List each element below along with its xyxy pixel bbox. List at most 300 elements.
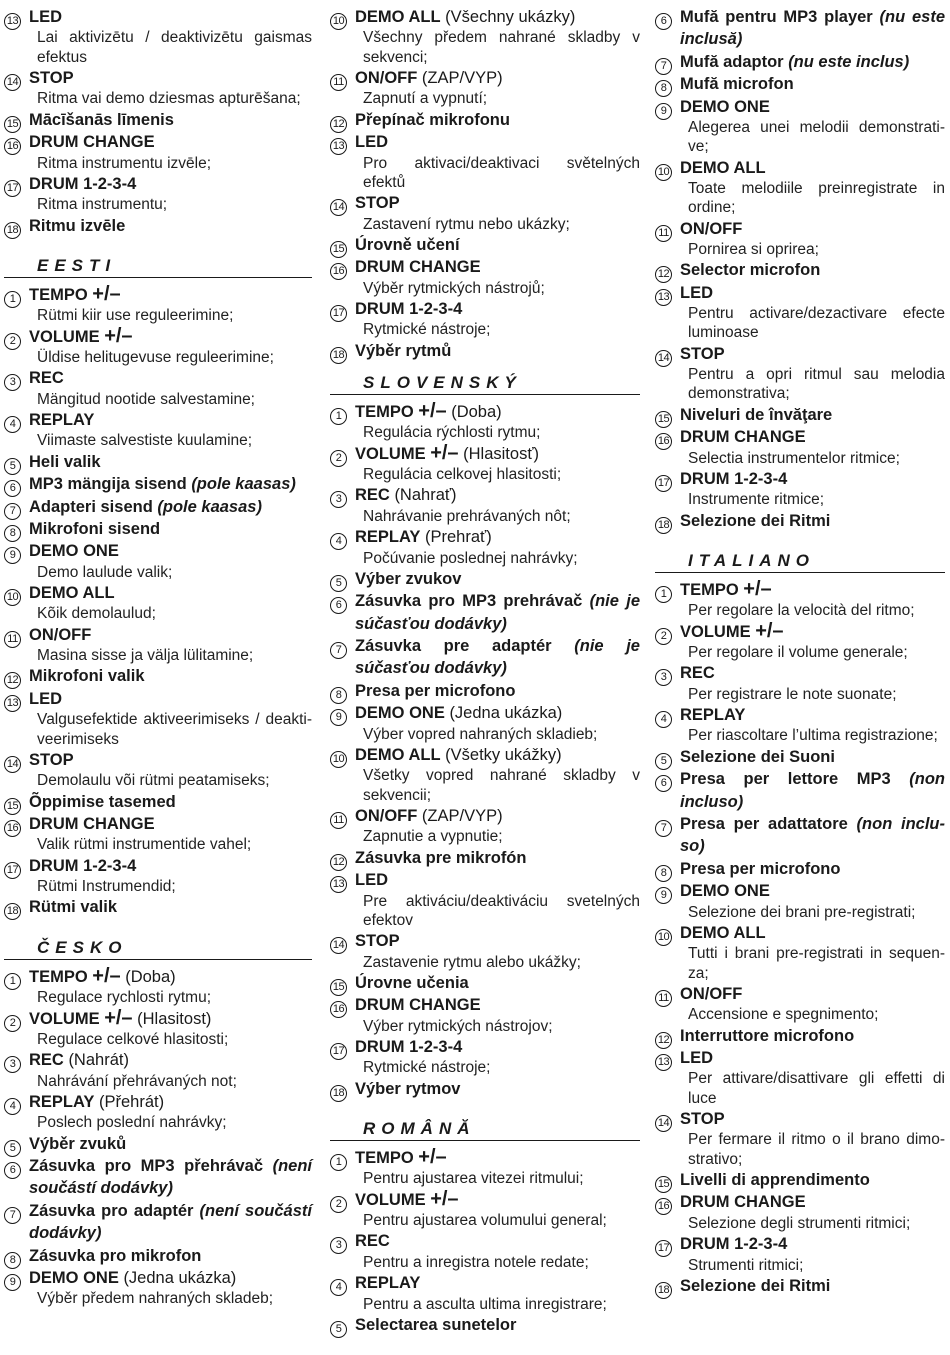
list-item xyxy=(4,1200,312,1245)
item-heading xyxy=(330,109,640,131)
list-item xyxy=(330,401,640,443)
item-heading-text xyxy=(680,1025,945,1047)
item-description: Selectia instrumentelor ritmice; xyxy=(688,449,900,467)
item-heading xyxy=(655,404,945,426)
item-heading xyxy=(330,6,640,28)
list-item xyxy=(655,259,945,281)
item-label: DEMO ONE xyxy=(29,542,119,561)
item-label: Õppimise tasemed xyxy=(29,792,176,811)
item-translation: (Prehrať) xyxy=(425,528,492,547)
item-heading xyxy=(655,813,945,858)
column-left xyxy=(4,6,312,1309)
item-number-badge: 8 xyxy=(4,1252,21,1269)
item-heading xyxy=(4,1155,312,1200)
cesko-list-continued xyxy=(330,6,640,362)
item-heading-text xyxy=(29,409,312,431)
item-label: Interruttore microfono xyxy=(680,1026,855,1045)
item-description: Ritma instrumentu izvēle; xyxy=(37,154,212,172)
item-label: Zásuvka pre adaptér xyxy=(355,637,552,656)
item-label: Niveluri de învăţare xyxy=(680,405,833,424)
item-heading-text xyxy=(680,468,945,490)
item-heading-text xyxy=(680,343,945,365)
item-heading-text xyxy=(29,582,312,604)
item-description: Výběr předem nahraných skladeb; xyxy=(37,1290,274,1308)
list-item xyxy=(4,6,312,67)
item-number-badge: 4 xyxy=(330,533,347,550)
item-number-badge: 12 xyxy=(330,116,347,133)
item-label: DRUM 1-2-3-4 xyxy=(680,1235,788,1254)
item-heading xyxy=(655,73,945,95)
item-number-badge: 17 xyxy=(330,1043,347,1060)
item-label: Selectarea sunetelor xyxy=(355,1315,517,1334)
cesko-list xyxy=(4,966,312,1309)
item-label: STOP xyxy=(355,194,400,213)
list-item xyxy=(4,624,312,666)
item-number-badge: 14 xyxy=(330,937,347,954)
item-heading xyxy=(655,259,945,281)
item-heading-text xyxy=(29,540,312,562)
list-item xyxy=(4,1008,312,1050)
item-heading xyxy=(655,6,945,51)
item-heading-text xyxy=(355,994,640,1016)
item-heading xyxy=(330,484,640,506)
list-item xyxy=(330,1189,640,1231)
item-number-badge: 17 xyxy=(4,180,21,197)
item-description: Pentru ajustarea volumului general; xyxy=(363,1212,607,1230)
plus-minus-symbol: +/– xyxy=(104,1006,133,1029)
item-label: DRUM 1-2-3-4 xyxy=(680,469,788,488)
list-item xyxy=(655,704,945,746)
item-description: Zapnutí a vypnutí; xyxy=(363,90,488,108)
item-label: Výběr rytmů xyxy=(355,341,452,360)
item-label: REC xyxy=(355,1232,390,1251)
list-item xyxy=(330,340,640,362)
item-description: Zastavenie rytmu alebo ukážky; xyxy=(363,953,581,971)
list-item xyxy=(330,1078,640,1100)
item-label: Zásuvka pro adaptér xyxy=(29,1201,194,1220)
item-label: VOLUME xyxy=(355,1190,426,1209)
item-heading xyxy=(330,340,640,362)
item-description: Pentru ajustarea vitezei ritmului; xyxy=(363,1170,584,1188)
item-number-badge: 18 xyxy=(655,517,672,534)
item-heading xyxy=(655,768,945,813)
item-description: Strumenti ritmici; xyxy=(688,1256,804,1274)
list-item xyxy=(655,768,945,813)
item-heading-text xyxy=(680,662,945,684)
plus-minus-symbol: +/– xyxy=(755,619,784,642)
list-item xyxy=(330,930,640,972)
item-heading xyxy=(655,218,945,240)
item-label: DEMO ONE xyxy=(680,882,770,901)
item-heading xyxy=(655,704,945,726)
item-number-badge: 7 xyxy=(655,58,672,75)
item-note: (non incluso) xyxy=(680,770,945,811)
list-item xyxy=(4,896,312,918)
item-heading xyxy=(655,662,945,684)
item-heading xyxy=(4,284,312,306)
item-description: Výber vopred nahraných skladieb; xyxy=(363,725,598,743)
item-heading xyxy=(4,1200,312,1245)
item-heading xyxy=(4,518,312,540)
item-heading-text xyxy=(355,1036,640,1058)
item-number-badge: 1 xyxy=(330,1154,347,1171)
item-note: (pole kaasas) xyxy=(157,497,262,516)
list-item xyxy=(330,590,640,635)
item-heading xyxy=(330,526,640,548)
list-item xyxy=(4,1133,312,1155)
item-heading xyxy=(330,744,640,766)
item-description: Rütmi Instrumendid; xyxy=(37,878,176,896)
item-number-badge: 9 xyxy=(330,709,347,726)
plus-minus-symbol: +/– xyxy=(743,577,772,600)
item-heading-text xyxy=(680,579,945,601)
item-heading xyxy=(4,326,312,348)
item-description: Alegerea unei melodii demonstrati-ve; xyxy=(688,119,945,156)
item-number-badge: 16 xyxy=(4,820,21,837)
item-label: REPLAY xyxy=(29,1092,95,1111)
item-number-badge: 1 xyxy=(4,291,21,308)
item-heading xyxy=(655,983,945,1005)
item-heading xyxy=(330,635,640,680)
item-heading xyxy=(655,426,945,448)
item-heading-text xyxy=(29,896,312,918)
item-heading xyxy=(4,367,312,389)
item-number-badge: 5 xyxy=(4,458,21,475)
item-heading-text xyxy=(680,259,945,281)
list-item xyxy=(4,1049,312,1091)
item-label: STOP xyxy=(680,344,725,363)
item-heading xyxy=(330,680,640,702)
item-translation: (Jedna ukázka) xyxy=(449,704,563,723)
item-heading xyxy=(4,624,312,646)
item-heading xyxy=(4,1245,312,1267)
list-item xyxy=(655,1169,945,1191)
item-label: Selezione dei Ritmi xyxy=(680,511,831,530)
item-heading xyxy=(330,972,640,994)
list-item xyxy=(330,994,640,1036)
item-number-badge: 13 xyxy=(655,289,672,306)
list-item xyxy=(655,579,945,621)
item-label: Mācīšanās līmenis xyxy=(29,110,174,129)
item-label: LED xyxy=(680,283,713,302)
item-heading-text xyxy=(355,635,640,680)
item-translation: (ZAP/VYP) xyxy=(421,806,503,825)
list-item xyxy=(4,1267,312,1309)
item-number-badge: 15 xyxy=(4,116,21,133)
list-item xyxy=(655,621,945,663)
item-label: Zásuvka pro MP3 prehrávač xyxy=(355,592,583,611)
item-number-badge: 7 xyxy=(4,1207,21,1224)
item-heading-text xyxy=(355,401,640,423)
list-item xyxy=(330,109,640,131)
item-heading-text xyxy=(355,192,640,214)
item-heading xyxy=(330,131,640,153)
item-description: Nahrávání přehrávaných not; xyxy=(37,1072,237,1090)
list-item xyxy=(330,1314,640,1336)
item-heading xyxy=(655,468,945,490)
item-label: Zásuvka pro MP3 přehrávač xyxy=(29,1157,264,1176)
item-heading-text xyxy=(355,847,640,869)
item-label: ON/OFF xyxy=(29,625,92,644)
item-number-badge: 15 xyxy=(330,979,347,996)
list-item xyxy=(330,869,640,930)
item-label: Livelli di apprendimento xyxy=(680,1171,870,1190)
item-heading xyxy=(330,930,640,952)
item-label: REC xyxy=(29,369,64,388)
item-number-badge: 3 xyxy=(4,1056,21,1073)
item-heading xyxy=(655,621,945,643)
list-item xyxy=(655,1233,945,1275)
item-heading-text xyxy=(29,855,312,877)
item-heading-text xyxy=(29,1267,312,1289)
plus-minus-symbol: +/– xyxy=(92,964,121,987)
list-item xyxy=(4,582,312,624)
section-title-cesko: ČESKO xyxy=(4,937,312,960)
item-heading-text xyxy=(29,1245,312,1267)
item-label: DRUM 1-2-3-4 xyxy=(29,174,137,193)
item-number-badge: 8 xyxy=(4,525,21,542)
section-title-italiano: ITALIANO xyxy=(655,550,945,573)
item-label: DEMO ALL xyxy=(355,745,441,764)
list-item xyxy=(655,922,945,983)
item-heading-text xyxy=(29,1008,312,1030)
item-label: STOP xyxy=(680,1110,725,1129)
latvian-list xyxy=(4,6,312,237)
item-number-badge: 8 xyxy=(655,865,672,882)
item-description: Zastavení rytmu nebo ukázky; xyxy=(363,215,570,233)
item-label: VOLUME xyxy=(29,327,100,346)
item-heading-text xyxy=(29,496,312,518)
item-heading-text xyxy=(680,813,945,858)
item-heading-text xyxy=(29,791,312,813)
item-label: TEMPO xyxy=(355,403,414,422)
item-description: Regulace rychlosti rytmu; xyxy=(37,989,212,1007)
item-note: (nie je súčasťou dodávky) xyxy=(355,637,640,678)
item-number-badge: 15 xyxy=(330,241,347,258)
item-heading-text xyxy=(680,426,945,448)
item-label: Úrovne učenia xyxy=(355,973,469,992)
item-note: (pole kaasas) xyxy=(191,475,296,494)
list-item xyxy=(655,1191,945,1233)
item-heading-text xyxy=(355,131,640,153)
item-label: Mufă adaptor xyxy=(680,52,784,71)
item-description: Regulácia rýchlosti rytmu; xyxy=(363,424,541,442)
list-item xyxy=(4,67,312,109)
item-heading-text xyxy=(680,768,945,813)
list-item xyxy=(655,1275,945,1297)
item-heading-text xyxy=(355,805,640,827)
item-heading xyxy=(330,1230,640,1252)
item-label: REC xyxy=(29,1051,64,1070)
item-label: Přepínač mikrofonu xyxy=(355,110,510,129)
item-number-badge: 10 xyxy=(655,929,672,946)
item-heading xyxy=(655,579,945,601)
item-heading-text xyxy=(355,1189,640,1211)
item-heading xyxy=(330,67,640,89)
item-number-badge: 16 xyxy=(330,1001,347,1018)
item-description: Toate melodiile preinregistrate in ordine; xyxy=(688,180,945,217)
item-description: Tutti i brani pre-registrati in sequen-za; xyxy=(688,945,945,982)
item-label: Úrovně učení xyxy=(355,235,460,254)
item-label: Zásuvka pre mikrofón xyxy=(355,848,527,867)
item-description: Ritma instrumentu; xyxy=(37,196,168,214)
list-item xyxy=(4,688,312,749)
item-label: Zásuvka pro mikrofon xyxy=(29,1246,202,1265)
item-description: Mängitud nootide salvestamine; xyxy=(37,390,255,408)
item-heading xyxy=(655,1275,945,1297)
item-heading xyxy=(4,540,312,562)
item-heading-text xyxy=(680,704,945,726)
item-heading-text xyxy=(355,744,640,766)
item-description: Per regolare il volume generale; xyxy=(688,644,908,662)
eesti-list xyxy=(4,284,312,919)
item-heading-text xyxy=(29,1091,312,1113)
list-item xyxy=(330,443,640,485)
item-description: Pentru a asculta ultima inregistrare; xyxy=(363,1295,607,1313)
list-item xyxy=(330,526,640,568)
item-number-badge: 5 xyxy=(4,1140,21,1157)
list-item xyxy=(330,680,640,702)
item-description: Kõik demolaulud; xyxy=(37,605,156,623)
item-heading xyxy=(4,67,312,89)
item-heading-text xyxy=(680,1275,945,1297)
item-heading-text xyxy=(680,73,945,95)
item-heading xyxy=(4,855,312,877)
item-heading-text xyxy=(680,922,945,944)
list-item xyxy=(4,855,312,897)
column-middle xyxy=(330,6,640,1336)
item-translation: (Nahrát) xyxy=(68,1051,129,1070)
item-heading xyxy=(655,282,945,304)
item-label: Presa per microfono xyxy=(680,859,841,878)
item-note: (nie je súčasťou dodávky) xyxy=(355,592,640,633)
item-number-badge: 3 xyxy=(330,491,347,508)
item-label: Selezione dei Suoni xyxy=(680,747,835,766)
item-label: DRUM CHANGE xyxy=(355,996,481,1015)
list-item xyxy=(4,1245,312,1267)
list-item xyxy=(655,96,945,157)
list-item xyxy=(655,426,945,468)
item-heading xyxy=(655,1191,945,1213)
item-number-badge: 6 xyxy=(655,775,672,792)
list-item xyxy=(4,518,312,540)
item-translation: (Všetky ukážky) xyxy=(445,745,562,764)
item-heading xyxy=(330,256,640,278)
item-number-badge: 10 xyxy=(330,751,347,768)
item-translation: (Přehrát) xyxy=(99,1092,165,1111)
item-label: ON/OFF xyxy=(680,219,743,238)
list-item xyxy=(655,157,945,218)
item-description: Per registrare le note suonate; xyxy=(688,685,897,703)
item-number-badge: 16 xyxy=(330,263,347,280)
item-description: Pentru a opri ritmul sau melodia demonstrativa; xyxy=(688,366,945,403)
item-number-badge: 13 xyxy=(4,13,21,30)
item-description: Instrumente ritmice; xyxy=(688,491,825,509)
item-heading xyxy=(4,173,312,195)
item-heading-text xyxy=(680,880,945,902)
item-description: Selezione dei brani pre-registrati; xyxy=(688,903,916,921)
list-item xyxy=(330,1272,640,1314)
plus-minus-symbol: +/– xyxy=(104,324,133,347)
item-heading-text xyxy=(680,858,945,880)
list-item xyxy=(655,1108,945,1169)
item-heading-text xyxy=(29,749,312,771)
item-description: Demolaulu või rütmi peatamiseks; xyxy=(37,772,270,790)
item-label: LED xyxy=(355,133,388,152)
item-description: Nahrávanie prehrávaných nôt; xyxy=(363,507,571,525)
item-heading xyxy=(655,1108,945,1130)
item-description: Per regolare la velocità del ritmo; xyxy=(688,602,915,620)
item-heading xyxy=(330,805,640,827)
item-heading-text xyxy=(355,67,640,89)
item-label: TEMPO xyxy=(29,285,88,304)
list-item xyxy=(330,805,640,847)
list-item xyxy=(4,284,312,326)
item-label: Heli valik xyxy=(29,452,101,471)
item-heading-text xyxy=(355,109,640,131)
item-label: REPLAY xyxy=(355,528,421,547)
item-label: ON/OFF xyxy=(355,69,418,87)
list-item xyxy=(655,662,945,704)
item-label: Selector microfon xyxy=(680,261,821,280)
item-description: Rytmické nástroje; xyxy=(363,1059,491,1077)
item-heading-text xyxy=(680,96,945,118)
item-number-badge: 12 xyxy=(655,1032,672,1049)
item-label: DRUM CHANGE xyxy=(680,428,806,447)
list-item xyxy=(4,966,312,1008)
list-item xyxy=(4,665,312,687)
item-label: Presa per adattatore xyxy=(680,814,848,833)
item-heading xyxy=(4,109,312,131)
item-label: LED xyxy=(29,8,62,26)
list-item xyxy=(4,173,312,215)
item-description: Poslech poslední nahrávky; xyxy=(37,1114,227,1132)
list-item xyxy=(655,746,945,768)
item-number-badge: 14 xyxy=(4,74,21,91)
item-label: TEMPO xyxy=(680,580,739,599)
item-note: (non inclu-so) xyxy=(680,814,945,856)
item-description: Demo laulude valik; xyxy=(37,563,173,581)
item-number-badge: 9 xyxy=(4,547,21,564)
item-number-badge: 3 xyxy=(4,374,21,391)
item-heading xyxy=(4,6,312,28)
list-item xyxy=(330,972,640,994)
item-heading-text xyxy=(29,624,312,646)
item-number-badge: 16 xyxy=(655,433,672,450)
item-label: DRUM CHANGE xyxy=(29,814,155,833)
item-number-badge: 9 xyxy=(655,887,672,904)
item-heading xyxy=(330,401,640,423)
item-heading-text xyxy=(680,282,945,304)
item-heading xyxy=(330,192,640,214)
item-label: Adapteri sisend xyxy=(29,497,153,516)
item-number-badge: 10 xyxy=(655,164,672,181)
item-number-badge: 8 xyxy=(330,687,347,704)
item-number-badge: 4 xyxy=(4,1098,21,1115)
item-label: DEMO ALL xyxy=(680,158,766,177)
item-number-badge: 4 xyxy=(655,711,672,728)
item-translation: (Hlasitosť) xyxy=(463,444,540,463)
item-heading-text xyxy=(355,298,640,320)
section-title-slovensky: SLOVENSKÝ xyxy=(330,372,640,395)
item-label: DEMO ALL xyxy=(680,923,766,942)
item-label: Ritmu izvēle xyxy=(29,216,126,235)
list-item xyxy=(4,496,312,518)
list-item xyxy=(330,635,640,680)
item-description: Zapnutie a vypnutie; xyxy=(363,828,503,846)
list-item xyxy=(655,6,945,51)
plus-minus-symbol: +/– xyxy=(430,441,459,464)
